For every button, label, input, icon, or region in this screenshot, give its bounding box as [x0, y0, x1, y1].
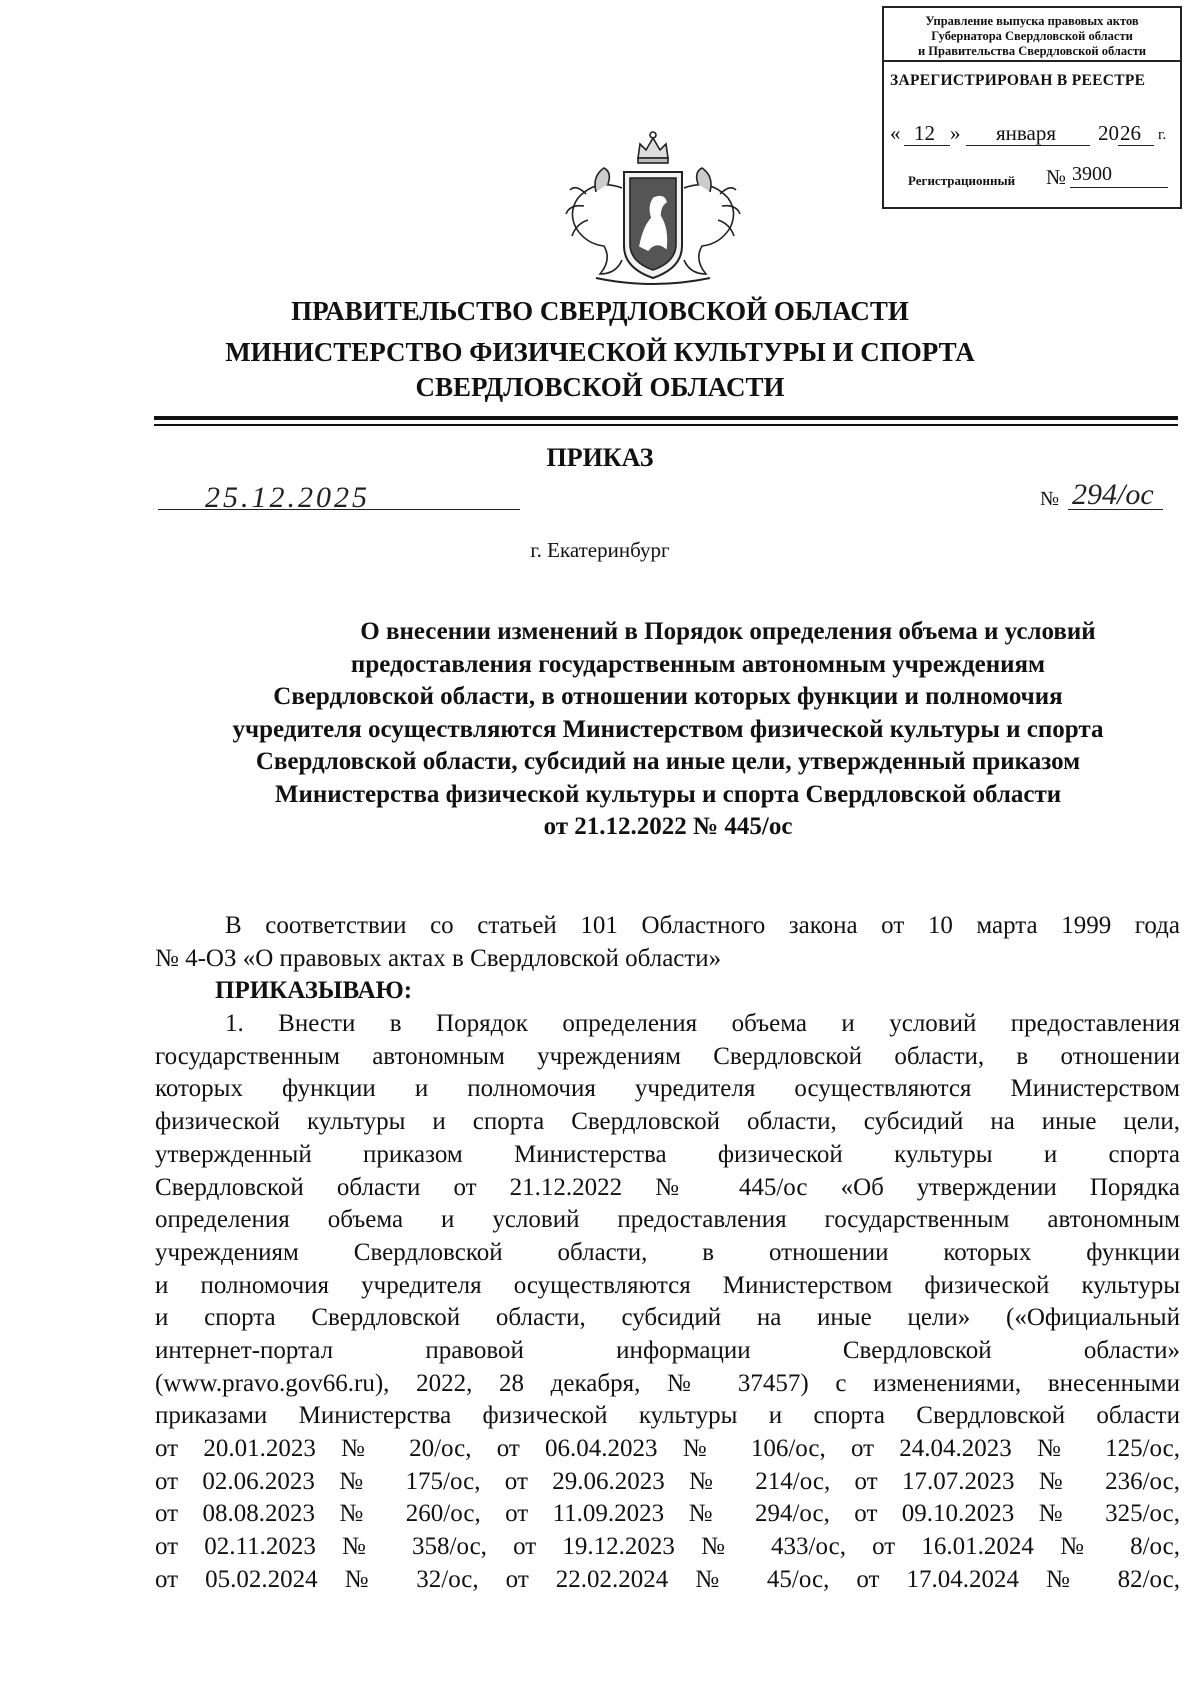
document-title-line: Свердловской области, в отношении которых функции и полномочия	[273, 683, 1063, 710]
registration-year-suffix: 26	[1120, 121, 1141, 145]
registration-number-underline	[1070, 187, 1168, 188]
preamble-line: В соответствии со статьей 101 Областного закона от 10 марта 1999 года	[225, 912, 1180, 939]
day-underline	[904, 145, 950, 146]
document-title-line: учредителя осуществляются Министерством физической культуры и спорта	[232, 715, 1104, 743]
document-title-line: О внесении изменений в Порядок определения объема и условий	[360, 618, 1096, 645]
month-underline	[966, 145, 1090, 146]
document-title-line: Министерства физической культуры и спорта Свердловской области	[274, 780, 1062, 808]
order-directive-word: ПРИКАЗЫВАЮ:	[215, 977, 413, 1005]
order-date-handwritten: 25.12.2025	[205, 481, 370, 514]
document-title-line: предоставления государственным автономным учреждениям	[350, 650, 1046, 678]
item1-line: которых функции и полномочия учредителя осуществляются Министерством	[155, 1075, 1180, 1103]
registration-year-unit: г.	[1158, 127, 1167, 143]
item1-line: от 02.11.2023 № 358/ос, от 19.12.2023 № 433/ос, от 16.01.2024 № 8/ос,	[155, 1533, 1180, 1561]
item1-line: и полномочия учредителя осуществляются Министерством физической культуры	[155, 1271, 1180, 1299]
header-divider-thick	[154, 416, 1178, 420]
item1-line: физической культуры и спорта Свердловской области, субсидий на иные цели,	[155, 1108, 1180, 1136]
ministry-title-line2: СВЕРДЛОВСКОЙ ОБЛАСТИ	[415, 372, 785, 402]
document-title-line: от 21.12.2022 № 445/ос	[543, 813, 793, 840]
registration-month: января	[996, 121, 1057, 145]
coat-of-arms-emblem	[556, 128, 750, 288]
registration-stamp	[882, 6, 1182, 209]
registration-year-prefix: 20	[1098, 121, 1119, 145]
item1-line: от 08.08.2023 № 260/ос, от 11.09.2023 № 294/ос, от 09.10.2023 № 325/ос,	[155, 1500, 1180, 1528]
stamp-header-line: Губернатора Свердловской области	[931, 29, 1133, 43]
header-divider-thin	[154, 424, 1178, 426]
stamp-header-line: и Правительства Свердловской области	[917, 44, 1147, 58]
registration-stamp-title: ЗАРЕГИСТРИРОВАН В РЕЕСТРЕ	[890, 72, 1146, 89]
item1-line: интернет-портал правовой информации Свердловской области»	[155, 1336, 1180, 1364]
year-underline	[1118, 145, 1154, 146]
order-number-sign: №	[1040, 488, 1060, 510]
registration-number: 3900	[1072, 163, 1112, 185]
order-number-handwritten: 294/ос	[1072, 478, 1154, 511]
item1-line: утвержденный приказом Министерства физической культуры и спорта	[155, 1140, 1180, 1168]
item1-line: государственным автономным учреждениям Свердловской области, в отношении	[155, 1042, 1180, 1070]
item1-line: от 02.06.2023 № 175/ос, от 29.06.2023 № 214/ос, от 17.07.2023 № 236/ос,	[155, 1467, 1180, 1495]
registration-stamp-header	[884, 8, 1180, 62]
item1-line: учреждениям Свердловской области, в отношении которых функции	[155, 1238, 1180, 1266]
registration-number-sign: №	[1046, 165, 1067, 189]
document-title-line: Свердловской области, субсидий на иные цели, утвержденный приказом	[255, 748, 1081, 775]
date-quote-open: «	[890, 121, 901, 145]
document-body	[155, 910, 1180, 1596]
item1-line: от 05.02.2024 № 32/ос, от 22.02.2024 № 45/ос, от 17.04.2024 № 82/ос,	[155, 1565, 1180, 1593]
registration-day: 12	[914, 121, 935, 145]
document-title	[152, 616, 1184, 844]
order-title: ПРИКАЗ	[546, 443, 654, 472]
preamble-line: № 4-ОЗ «О правовых актах в Свердловской области»	[155, 944, 722, 972]
item1-line: Свердловской области от 21.12.2022 № 445/ос «Об утверждении Порядка	[155, 1173, 1180, 1201]
item1-line: (www.pravo.gov66.ru), 2022, 28 декабря, № 37457) с изменениями, внесенными	[155, 1369, 1180, 1397]
stamp-header-line: Управление выпуска правовых актов	[925, 14, 1139, 28]
item1-line: приказами Министерства физической культуры и спорта Свердловской области	[155, 1402, 1180, 1430]
item1-line: и спорта Свердловской области, субсидий на иные цели» («Официальный	[155, 1304, 1180, 1332]
government-title: ПРАВИТЕЛЬСТВО СВЕРДЛОВСКОЙ ОБЛАСТИ	[291, 296, 909, 326]
item1-line: определения объема и условий предоставления государственным автономным	[155, 1206, 1180, 1234]
date-quote-close: »	[950, 121, 961, 145]
item1-line: от 20.01.2023 № 20/ос, от 06.04.2023 № 106/ос, от 24.04.2023 № 125/ос,	[155, 1435, 1180, 1462]
order-city: г. Екатеринбург	[530, 538, 670, 562]
item1-line: 1. Внести в Порядок определения объема и условий предоставления	[225, 1010, 1180, 1038]
registration-number-label: Регистрационный	[908, 173, 1016, 188]
ministry-title-line1: МИНИСТЕРСТВО ФИЗИЧЕСКОЙ КУЛЬТУРЫ И СПОРТА	[225, 337, 975, 367]
